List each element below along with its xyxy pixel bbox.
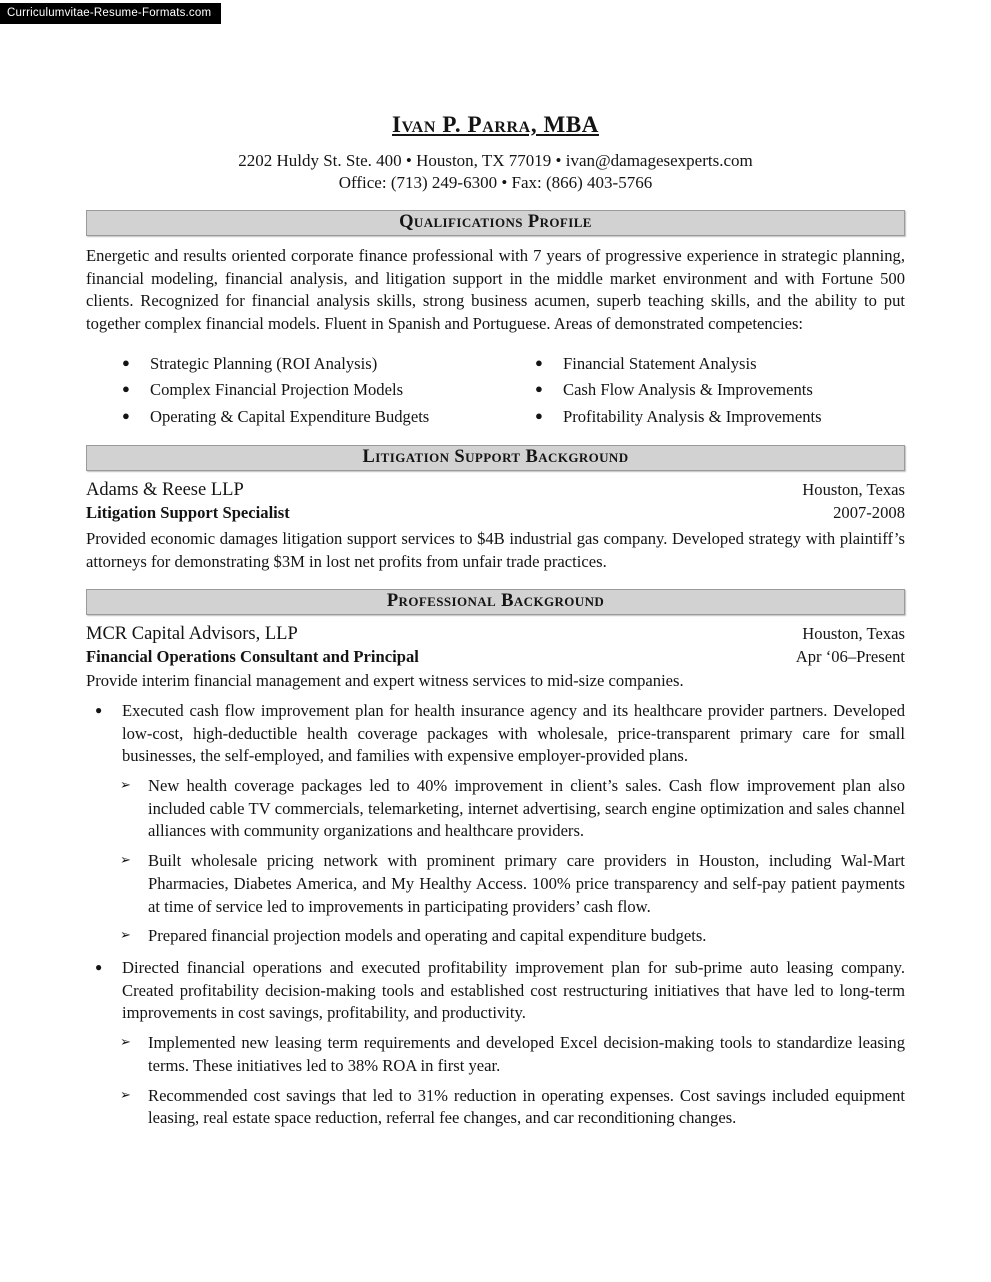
litigation-description: Provided economic damages litigation support services to $4B industrial gas company. Developed strategy with plaintiff’s attorneys for demonstrating $3M in lost net profits from unfair trade practices. [86, 529, 905, 572]
competency-column-right [535, 351, 822, 431]
competency-item [535, 404, 822, 431]
arrow-bullet-icon: ➢ [120, 1034, 131, 1050]
bullet-icon: ● [535, 407, 543, 423]
experience-bullet [86, 700, 905, 768]
bullet-icon: ● [95, 702, 103, 717]
professional-role-row [86, 645, 905, 667]
professional-intro: Provide interim financial management and expert witness services to mid-size companies. [86, 670, 684, 690]
competency-list [86, 351, 905, 431]
achievement-text: Recommended cost savings that led to 31% reduction in operating expenses. Cost savings included equipment leasing, real estate space reduction, referral fee changes, and car reconditioning changes. [148, 1085, 905, 1128]
bullet-icon: ● [535, 381, 543, 397]
job-title: Financial Operations Consultant and Principal [86, 646, 419, 666]
litigation-role-row [86, 501, 905, 523]
company-name: MCR Capital Advisors, LLP [86, 623, 298, 644]
experience-bullet [86, 957, 905, 1025]
arrow-bullet-icon: ➢ [120, 852, 131, 868]
competency-item [122, 404, 535, 431]
achievement-sub-bullet [120, 775, 905, 843]
qualifications-summary: Energetic and results oriented corporate finance professional with 7 years of progressive experience in strategic planning, financial modeling, financial analysis, and litigation support in the middle market environment and with Fortune 500 clients. Recognized for financial analysis skills, strong business acumen, superb teaching skills, and the ability to put together complex financial models. Fluent in Spanish and Portuguese. Areas of demonstrated competencies: [86, 245, 905, 334]
watermark-badge: Curriculumvitae-Resume-Formats.com [0, 3, 221, 24]
bullet-icon: ● [122, 354, 130, 370]
resume-name: Ivan P. Parra, MBA [392, 112, 599, 137]
job-title: Litigation Support Specialist [86, 503, 290, 523]
competency-column-left [122, 351, 535, 431]
bullet-icon: ● [122, 407, 130, 423]
company-name: Adams & Reese LLP [86, 480, 244, 501]
job-dates: Apr ‘06–Present [795, 646, 905, 666]
competency-label: Financial Statement Analysis [563, 353, 757, 373]
achievement-text: Built wholesale pricing network with prominent primary care providers in Houston, including Wal-Mart Pharmacies, Diabetes America, and My Healthy Access. 100% price transparency and self-pay patient payments at time of service led to improvements in participating providers’ cash flow. [148, 851, 905, 916]
achievement-text: New health coverage packages led to 40% improvement in client’s sales. Cash flow improvement plan also included cable TV commercials, telemarketing, internet advertising, search engine optimization and sales channel alliances with community organizations and healthcare providers. [148, 775, 905, 841]
contact-line-address: 2202 Huldy St. Ste. 400 • Houston, TX 77019 • ivan@damagesexperts.com [238, 151, 753, 170]
competency-label: Cash Flow Analysis & Improvements [563, 380, 813, 400]
achievement-text: Implemented new leasing term requirements and developed Excel decision-making tools to standardize leasing terms. These initiatives led to 38% ROA in first year. [148, 1033, 905, 1075]
section-header-litigation: Litigation Support Background [86, 445, 905, 471]
competency-item [535, 377, 822, 404]
bullet-icon: ● [535, 354, 543, 370]
bullet-icon: ● [122, 381, 130, 397]
competency-label: Complex Financial Projection Models [150, 380, 404, 400]
bullet-icon: ● [95, 960, 103, 975]
job-dates: 2007-2008 [833, 503, 905, 523]
experience-bullet-text: Directed financial operations and executed profitability improvement plan for sub-prime auto leasing company. Created profitability decision-making tools and established cost restructuring initiatives that have led to long-term improvements in cost savings, profitability, and productivity. [122, 958, 905, 1023]
company-location: Houston, Texas [802, 480, 905, 500]
achievement-sub-bullet [120, 850, 905, 918]
section-header-qualifications: Qualifications Profile [86, 210, 905, 236]
litigation-company-row [86, 480, 905, 501]
achievement-sub-bullet [120, 1032, 905, 1077]
contact-line-phone: Office: (713) 249-6300 • Fax: (866) 403-5766 [338, 173, 653, 193]
competency-item [122, 377, 535, 404]
achievement-sub-bullet [120, 1085, 905, 1130]
achievement-text: Prepared financial projection models and operating and capital expenditure budgets. [148, 926, 707, 946]
company-location: Houston, Texas [802, 623, 905, 643]
competency-item [122, 351, 535, 378]
arrow-bullet-icon: ➢ [120, 1086, 131, 1102]
competency-label: Profitability Analysis & Improvements [563, 406, 822, 426]
experience-bullet-text: Executed cash flow improvement plan for health insurance agency and its healthcare provider partners. Developed low-cost, high-deductible health coverage packages with wholesale, price-transparent primary care for small businesses, the self-employed, and families with expensive employer-provided plans. [122, 700, 905, 766]
competency-label: Strategic Planning (ROI Analysis) [150, 353, 378, 373]
arrow-bullet-icon: ➢ [120, 776, 131, 792]
professional-company-row [86, 624, 905, 645]
arrow-bullet-icon: ➢ [120, 927, 131, 943]
achievement-sub-bullet [120, 925, 905, 948]
competency-item [535, 351, 822, 378]
competency-label: Operating & Capital Expenditure Budgets [150, 406, 430, 426]
section-header-professional: Professional Background [86, 589, 905, 615]
